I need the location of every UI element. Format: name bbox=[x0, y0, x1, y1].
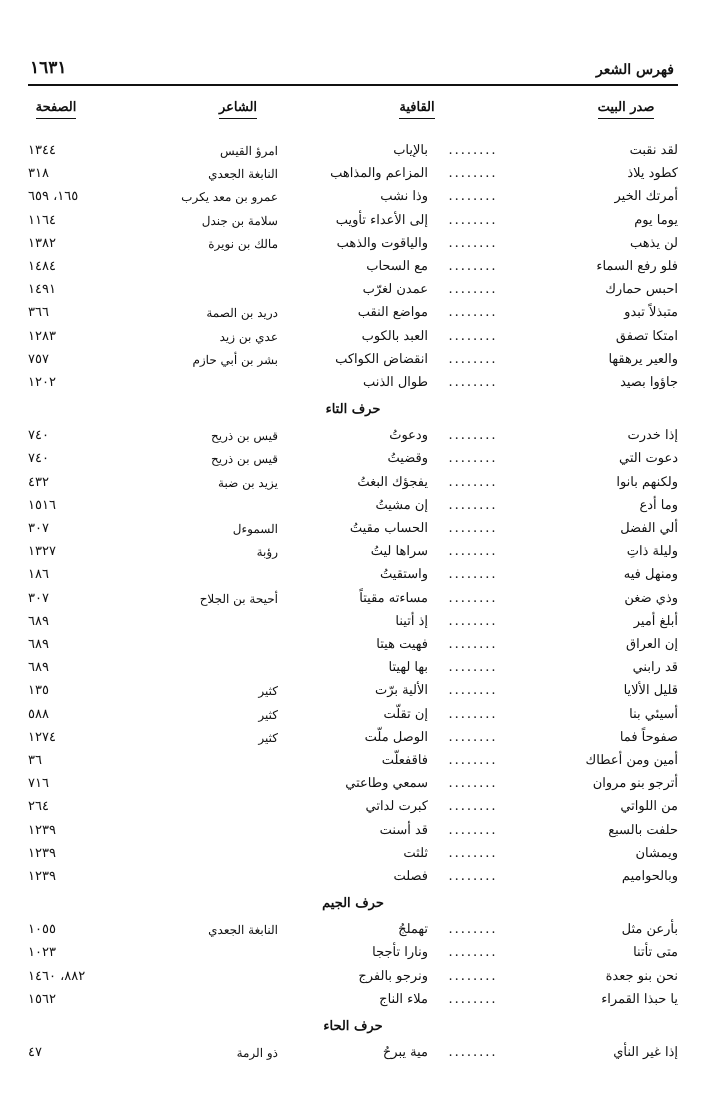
dot-leader: ........ bbox=[448, 869, 498, 884]
verse-opening: كطود يلاذ bbox=[627, 166, 678, 182]
index-row bbox=[28, 843, 678, 865]
rhyme-word: ودعوتُ bbox=[389, 428, 428, 444]
poet-name: كثير bbox=[258, 730, 278, 745]
dot-leader: ........ bbox=[448, 822, 498, 838]
dot-leader: ........ bbox=[448, 143, 498, 158]
dot-leader: ........ bbox=[448, 729, 498, 745]
index-row bbox=[28, 657, 678, 679]
rhyme-word: ملاء الناج bbox=[379, 991, 428, 1007]
index-row bbox=[28, 541, 678, 563]
dot-leader: ........ bbox=[448, 637, 498, 652]
verse-opening: لن يذهب bbox=[629, 235, 678, 251]
rhyme-word: إذ أتينا bbox=[395, 613, 428, 629]
rhyme-word: كبرت لداتي bbox=[365, 799, 428, 815]
poet-name: قيس بن ذريح bbox=[211, 429, 278, 444]
poet-name: مالك بن نويرة bbox=[208, 236, 278, 251]
page-reference: ١٣٥ bbox=[28, 683, 49, 699]
page-reference: ٦٨٩ bbox=[28, 613, 49, 629]
verse-opening: ويمشان bbox=[635, 845, 678, 861]
page-reference: ٧١٦ bbox=[28, 776, 49, 792]
index-row bbox=[28, 233, 678, 255]
verse-opening: وليلة ذاتِ bbox=[626, 544, 678, 560]
index-row bbox=[28, 186, 678, 208]
poet-name: عمرو بن معد يكرب bbox=[181, 190, 278, 205]
verse-opening: متبذلاً تبدو bbox=[624, 305, 678, 321]
poet-name: يزيد بن ضبة bbox=[218, 475, 278, 490]
verse-opening: صفوحاً فما bbox=[619, 729, 678, 745]
dot-leader: ........ bbox=[448, 451, 498, 467]
rhyme-word: فاقفعلّت bbox=[381, 753, 428, 768]
dot-leader: ........ bbox=[448, 706, 498, 722]
page-reference: ١٢٨٣ bbox=[28, 328, 56, 344]
page-reference: ١٠٢٣ bbox=[28, 945, 56, 961]
verse-opening: فلو رفع السماء bbox=[596, 259, 678, 274]
verse-opening: امتكا تصفق bbox=[615, 328, 678, 344]
page-reference: ١٣٤٤ bbox=[28, 143, 56, 158]
index-row bbox=[28, 564, 678, 586]
rhyme-word: عمدن لغرّب bbox=[362, 282, 428, 298]
dot-leader: ........ bbox=[448, 544, 498, 560]
dot-leader: ........ bbox=[448, 212, 498, 228]
rhyme-word: فهيت هيتا bbox=[376, 637, 428, 652]
verse-opening: إذا خدرت bbox=[627, 428, 678, 444]
index-row bbox=[28, 611, 678, 633]
column-header-page: الصفحة bbox=[28, 100, 84, 119]
index-row bbox=[28, 210, 678, 232]
verse-opening: بأرعن مثل bbox=[621, 922, 678, 938]
page-reference: ٦٨٩ bbox=[28, 660, 49, 676]
dot-leader: ........ bbox=[448, 521, 498, 536]
column-header-sadr: صدر البيت bbox=[578, 100, 674, 119]
verse-opening: أترجو بنو مروان bbox=[592, 776, 678, 792]
rhyme-word: الوصل ملّت bbox=[364, 729, 428, 745]
page-reference: ١٢٠٢ bbox=[28, 375, 56, 390]
page-reference: ٣١٨ bbox=[28, 166, 49, 182]
rhyme-word: وقضيتُ bbox=[387, 451, 428, 467]
page-reference: ١٢٧٤ bbox=[28, 729, 56, 745]
dot-leader: ........ bbox=[448, 922, 498, 938]
verse-opening: وذي ضغن bbox=[624, 590, 678, 606]
verse-opening: ألي الفضل bbox=[620, 521, 678, 536]
poet-name: أحيحة بن الجلاح bbox=[199, 591, 278, 606]
index-row bbox=[28, 588, 678, 610]
page-reference: ٧٥٧ bbox=[28, 351, 49, 367]
index-row bbox=[28, 680, 678, 702]
page-reference: ٦٨٩ bbox=[28, 637, 49, 652]
dot-leader: ........ bbox=[448, 328, 498, 344]
verse-opening: ولكنهم بانوا bbox=[616, 474, 678, 490]
poet-name: ذو الرمة bbox=[236, 1046, 278, 1060]
poet-name: امرؤ القيس bbox=[220, 144, 278, 158]
index-row bbox=[28, 820, 678, 842]
poet-name: النابغة الجعدي bbox=[208, 923, 278, 938]
verse-opening: أمين ومن أعطاك bbox=[585, 753, 678, 768]
section-heading: حرف الحاء bbox=[323, 1019, 383, 1034]
verse-opening: دعوت التي bbox=[619, 451, 678, 467]
rhyme-word: سراها ليتُ bbox=[370, 544, 428, 560]
index-row bbox=[28, 518, 678, 540]
page-reference: ٣٦ bbox=[28, 753, 42, 768]
verse-opening: لقد نقبت bbox=[629, 143, 678, 158]
index-row bbox=[28, 279, 678, 301]
page-reference: ٤٧ bbox=[28, 1045, 42, 1060]
verse-opening: نحن بنو جعدة bbox=[605, 968, 678, 984]
dot-leader: ........ bbox=[448, 474, 498, 490]
dot-leader: ........ bbox=[448, 613, 498, 629]
verse-opening: ومنهل فيه bbox=[623, 567, 678, 583]
dot-leader: ........ bbox=[448, 799, 498, 815]
poet-name: رؤبة bbox=[256, 545, 278, 560]
dot-leader: ........ bbox=[448, 753, 498, 768]
verse-opening: أمرتك الخير bbox=[614, 189, 678, 205]
verse-opening: يا حبذا القمراء bbox=[601, 991, 678, 1007]
dot-leader: ........ bbox=[448, 590, 498, 606]
dot-leader: ........ bbox=[448, 375, 498, 390]
rhyme-word: ونرجو بالفرج bbox=[358, 968, 428, 984]
dot-leader: ........ bbox=[448, 845, 498, 861]
verse-opening: حلفت بالسبع bbox=[608, 822, 678, 838]
poet-name: كثير bbox=[258, 707, 278, 722]
rhyme-word: واستقيتُ bbox=[380, 567, 428, 583]
poet-name: دريد بن الصمة bbox=[206, 306, 278, 321]
verse-opening: إذا غير النأي bbox=[613, 1045, 678, 1060]
page-reference: ٨٨٢، ١٤٦٠ bbox=[28, 968, 86, 984]
rhyme-word: ونارا تأججا bbox=[372, 945, 428, 961]
page-reference: ١٢٣٩ bbox=[28, 869, 56, 884]
dot-leader: ........ bbox=[448, 567, 498, 583]
dot-leader: ........ bbox=[448, 1045, 498, 1060]
verse-opening: وما أدع bbox=[639, 497, 678, 513]
dot-leader: ........ bbox=[448, 351, 498, 367]
verse-opening: وبالحواميم bbox=[621, 869, 678, 884]
section-heading: حرف الجيم bbox=[322, 896, 384, 912]
dot-leader: ........ bbox=[448, 305, 498, 321]
verse-opening: أبلغ أمير bbox=[633, 613, 678, 629]
column-header-poet: الشاعر bbox=[198, 100, 278, 119]
index-row bbox=[28, 1042, 678, 1064]
page-reference: ٧٤٠ bbox=[28, 451, 49, 467]
verse-opening: أسيئي بنا bbox=[629, 706, 678, 722]
running-title: فهرس الشعر bbox=[596, 62, 674, 78]
poet-name: النابغة الجعدي bbox=[208, 167, 278, 182]
index-row bbox=[28, 966, 678, 988]
dot-leader: ........ bbox=[448, 991, 498, 1007]
index-row bbox=[28, 989, 678, 1011]
page-reference: ١٦٥، ٦٥٩ bbox=[28, 189, 79, 205]
dot-leader: ........ bbox=[448, 776, 498, 792]
index-row bbox=[28, 326, 678, 348]
dot-leader: ........ bbox=[448, 166, 498, 182]
index-row bbox=[28, 302, 678, 324]
verse-opening: احبس حمارك bbox=[605, 282, 678, 298]
rhyme-word: بالإياب bbox=[393, 143, 428, 158]
page-reference: ١٠٥٥ bbox=[28, 922, 56, 938]
dot-leader: ........ bbox=[448, 259, 498, 274]
page-reference: ١١٦٤ bbox=[28, 212, 56, 228]
verse-opening: قد رابني bbox=[632, 660, 678, 676]
index-row bbox=[28, 495, 678, 517]
page-reference: ٣٦٦ bbox=[28, 305, 49, 321]
poet-name: بشر بن أبي حازم bbox=[192, 352, 278, 367]
rhyme-word: قد أسنت bbox=[379, 822, 428, 838]
column-header-qafia: القافية bbox=[372, 100, 462, 119]
index-row bbox=[28, 773, 678, 795]
page-reference: ١٢٣٩ bbox=[28, 845, 56, 861]
rhyme-word: مواضع النقب bbox=[357, 305, 428, 321]
page-reference: ٧٤٠ bbox=[28, 428, 49, 444]
rhyme-word: مية يبرحُ bbox=[382, 1045, 428, 1060]
poet-name: كثير bbox=[258, 684, 278, 699]
rhyme-word: الحساب مقيتُ bbox=[349, 521, 428, 536]
poet-name: سلامة بن جندل bbox=[201, 213, 278, 228]
dot-leader: ........ bbox=[448, 282, 498, 298]
verse-opening: إن العراق bbox=[625, 637, 678, 652]
rhyme-word: الألية برّت bbox=[374, 683, 428, 699]
rhyme-word: يفجؤك البغتُ bbox=[357, 474, 428, 490]
rhyme-word: مع السحاب bbox=[366, 259, 428, 274]
rhyme-word: وذا نشب bbox=[380, 189, 428, 205]
rhyme-word: إن تقلّت bbox=[383, 706, 428, 722]
poet-name: السموءل bbox=[232, 522, 278, 536]
index-row bbox=[28, 866, 678, 888]
page-reference: ١٢٣٩ bbox=[28, 822, 56, 838]
page-number: ١٦٣١ bbox=[30, 58, 67, 78]
dot-leader: ........ bbox=[448, 945, 498, 961]
rhyme-word: فصلت bbox=[393, 869, 428, 884]
poet-name: عدي بن زيد bbox=[219, 329, 278, 344]
verse-opening: يوما يوم bbox=[634, 212, 678, 228]
rhyme-word: بها لهيتا bbox=[388, 660, 428, 676]
rhyme-word: طوال الذنب bbox=[362, 375, 428, 390]
verse-opening: متى تأتنا bbox=[633, 945, 678, 961]
rhyme-word: والياقوت والذهب bbox=[336, 235, 428, 251]
page-reference: ١٥٦٢ bbox=[28, 991, 56, 1007]
rhyme-word: مساءته مقيتاً bbox=[359, 590, 428, 606]
dot-leader: ........ bbox=[448, 660, 498, 676]
rhyme-word: إلى الأعداء تأويب bbox=[335, 212, 428, 228]
verse-opening: من اللواتي bbox=[620, 799, 678, 815]
header-rule bbox=[28, 84, 678, 86]
index-row bbox=[28, 750, 678, 772]
index-row bbox=[28, 140, 678, 162]
index-row bbox=[28, 727, 678, 749]
dot-leader: ........ bbox=[448, 683, 498, 699]
rhyme-word: سمعي وطاعتي bbox=[345, 776, 428, 792]
page-reference: ١٨٦ bbox=[28, 567, 49, 583]
index-row bbox=[28, 704, 678, 726]
rhyme-word: إن مشيتُ bbox=[375, 497, 428, 513]
page-reference: ٣٠٧ bbox=[28, 590, 49, 606]
page-reference: ١٥١٦ bbox=[28, 497, 56, 513]
section-heading: حرف التاء bbox=[325, 402, 381, 418]
index-row bbox=[28, 634, 678, 656]
index-row bbox=[28, 163, 678, 185]
dot-leader: ........ bbox=[448, 968, 498, 984]
rhyme-word: تهملجُ bbox=[398, 922, 428, 938]
index-row bbox=[28, 472, 678, 494]
index-row bbox=[28, 372, 678, 394]
index-row bbox=[28, 796, 678, 818]
verse-opening: جاؤوا بصيد bbox=[620, 375, 678, 390]
page-reference: ١٤٨٤ bbox=[28, 259, 56, 274]
poet-name: قيس بن ذريح bbox=[211, 452, 278, 467]
dot-leader: ........ bbox=[448, 428, 498, 444]
rhyme-word: ثلثت bbox=[403, 845, 428, 861]
index-row bbox=[28, 425, 678, 447]
rhyme-word: انقضاض الكواكب bbox=[335, 351, 428, 367]
page-reference: ٢٦٤ bbox=[28, 799, 49, 815]
verse-opening: والعير يرهقها bbox=[608, 351, 678, 367]
index-row bbox=[28, 256, 678, 278]
dot-leader: ........ bbox=[448, 235, 498, 251]
dot-leader: ........ bbox=[448, 189, 498, 205]
page-reference: ٥٨٨ bbox=[28, 706, 49, 722]
index-row bbox=[28, 448, 678, 470]
index-row bbox=[28, 919, 678, 941]
rhyme-word: المزاعم والمذاهب bbox=[330, 166, 428, 182]
dot-leader: ........ bbox=[448, 497, 498, 513]
page-reference: ١٤٩١ bbox=[28, 282, 56, 298]
index-row bbox=[28, 349, 678, 371]
page-reference: ٣٠٧ bbox=[28, 521, 49, 536]
page-reference: ١٣٢٧ bbox=[28, 544, 56, 560]
rhyme-word: العبد بالكوب bbox=[361, 328, 428, 344]
page-reference: ١٣٨٢ bbox=[28, 235, 56, 251]
page-reference: ٤٣٢ bbox=[28, 474, 49, 490]
verse-opening: قليل الألايا bbox=[623, 683, 678, 699]
index-row bbox=[28, 942, 678, 964]
